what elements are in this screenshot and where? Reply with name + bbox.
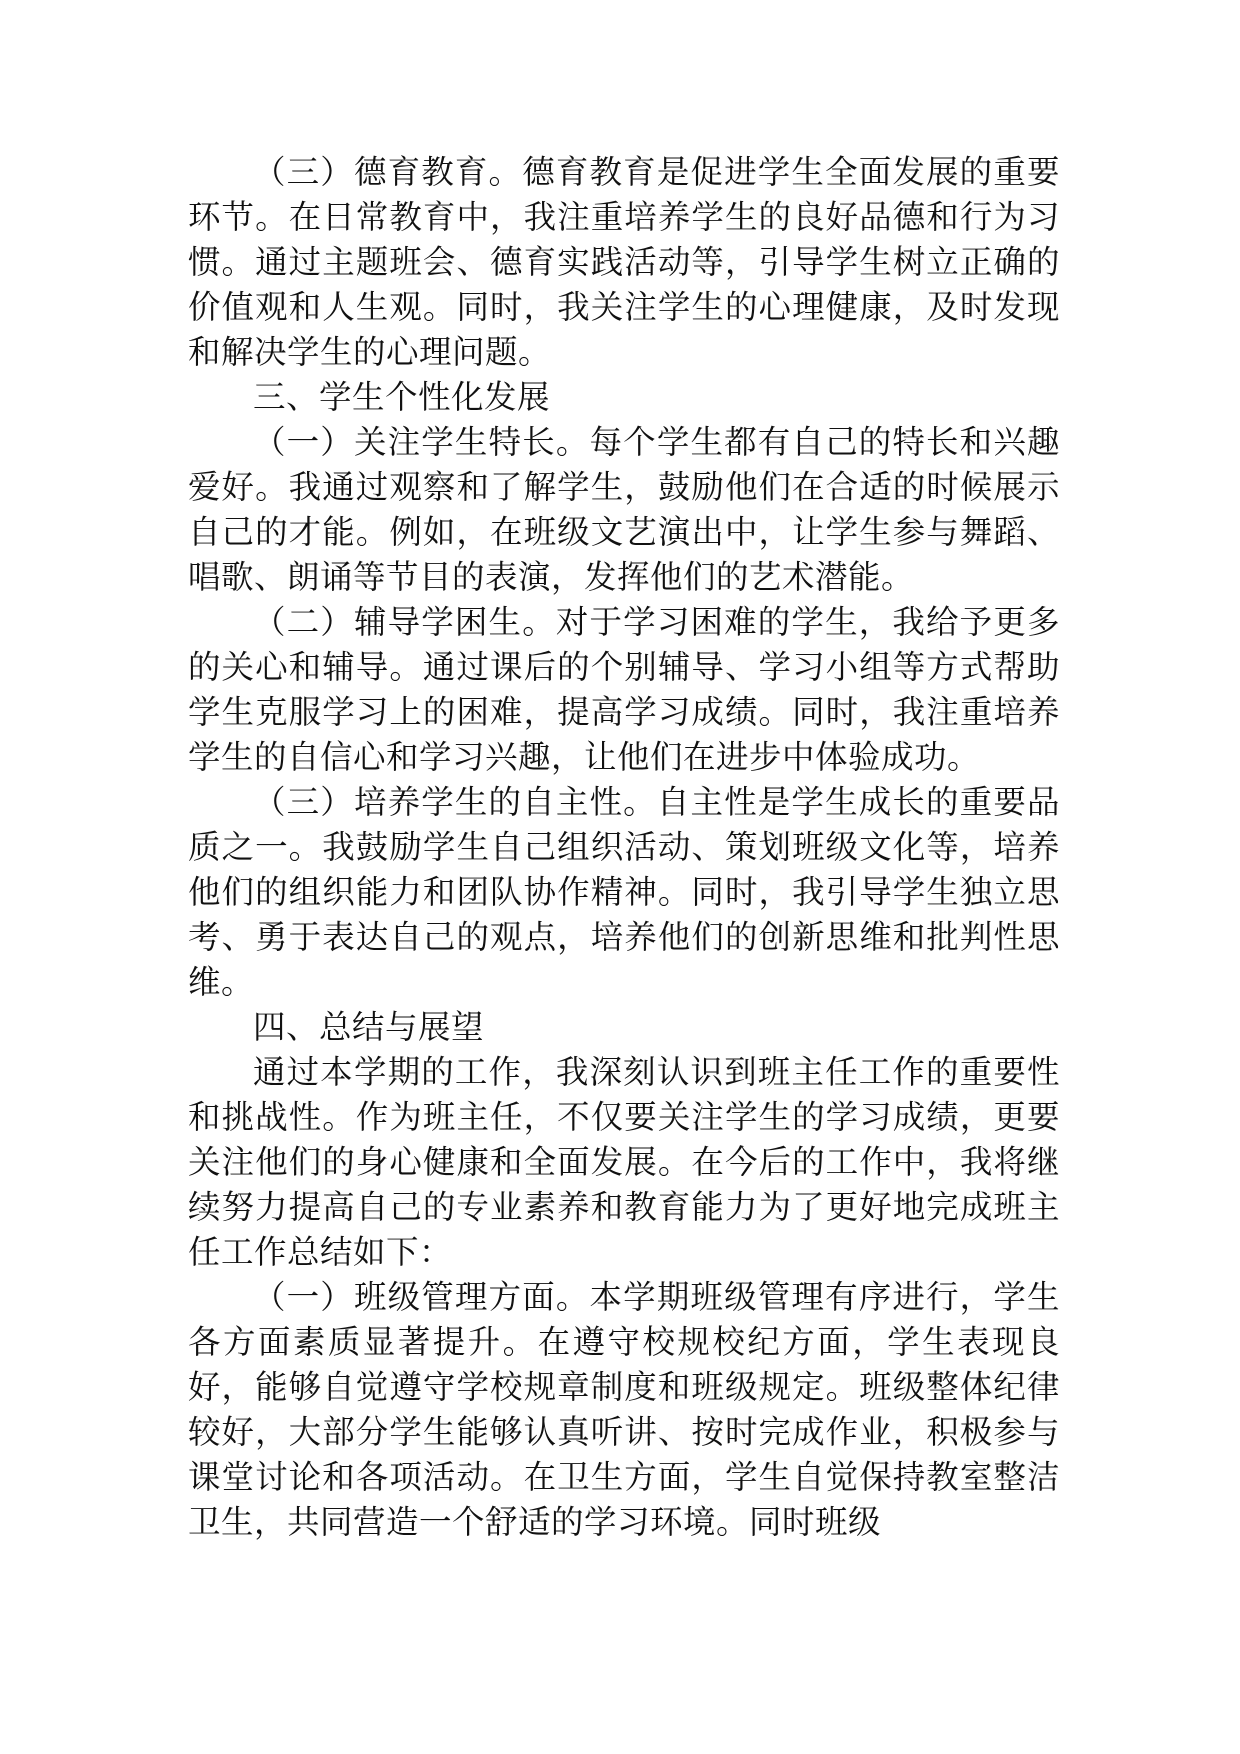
paragraph-summary-intro: 通过本学期的工作，我深刻认识到班主任工作的重要性和挑战性。作为班主任，不仅要关注学生的学习成绩，更要关注他们的身心健康和全面发展。在今后的工作中，我将继续努力提高自己的专业素养和教育能力为了更好地完成班主任工作总结如下：: [188, 1053, 1060, 1271]
paragraph-class-management: （一）班级管理方面。本学期班级管理有序进行，学生各方面素质显著提升。在遵守校规校纪方面，学生表现良好，能够自觉遵守学校规章制度和班级规定。班级整体纪律较好，大部分学生能够认真听讲、按时完成作业，积极参与课堂讨论和各项活动。在卫生方面，学生自觉保持教室整洁卫生，共同营造一个舒适的学习环境。同时班级: [188, 1278, 1060, 1541]
paragraph-moral-education: （三）德育教育。德育教育是促进学生全面发展的重要环节。在日常教育中，我注重培养学生的良好品德和行为习惯。通过主题班会、德育实践活动等，引导学生树立正确的价值观和人生观。同时，我关注学生的心理健康，及时发现和解决学生的心理问题。: [188, 153, 1060, 371]
section-heading-individual-development: 三、学生个性化发展: [253, 378, 551, 416]
paragraph-student-strengths: （一）关注学生特长。每个学生都有自己的特长和兴趣爱好。我通过观察和了解学生，鼓励他们在合适的时候展示自己的才能。例如，在班级文艺演出中，让学生参与舞蹈、唱歌、朗诵等节目的表演，发挥他们的艺术潜能。: [188, 423, 1060, 596]
section-heading-summary-outlook: 四、总结与展望: [253, 1008, 485, 1046]
paragraph-autonomy: （三）培养学生的自主性。自主性是学生成长的重要品质之一。我鼓励学生自己组织活动、策划班级文化等，培养他们的组织能力和团队协作精神。同时，我引导学生独立思考、勇于表达自己的观点，培养他们的创新思维和批判性思维。: [188, 783, 1060, 1001]
document-body: [188, 150, 1060, 1545]
paragraph-struggling-students: （二）辅导学困生。对于学习困难的学生，我给予更多的关心和辅导。通过课后的个别辅导、学习小组等方式帮助学生克服学习上的困难，提高学习成绩。同时，我注重培养学生的自信心和学习兴趣，让他们在进步中体验成功。: [188, 603, 1060, 776]
